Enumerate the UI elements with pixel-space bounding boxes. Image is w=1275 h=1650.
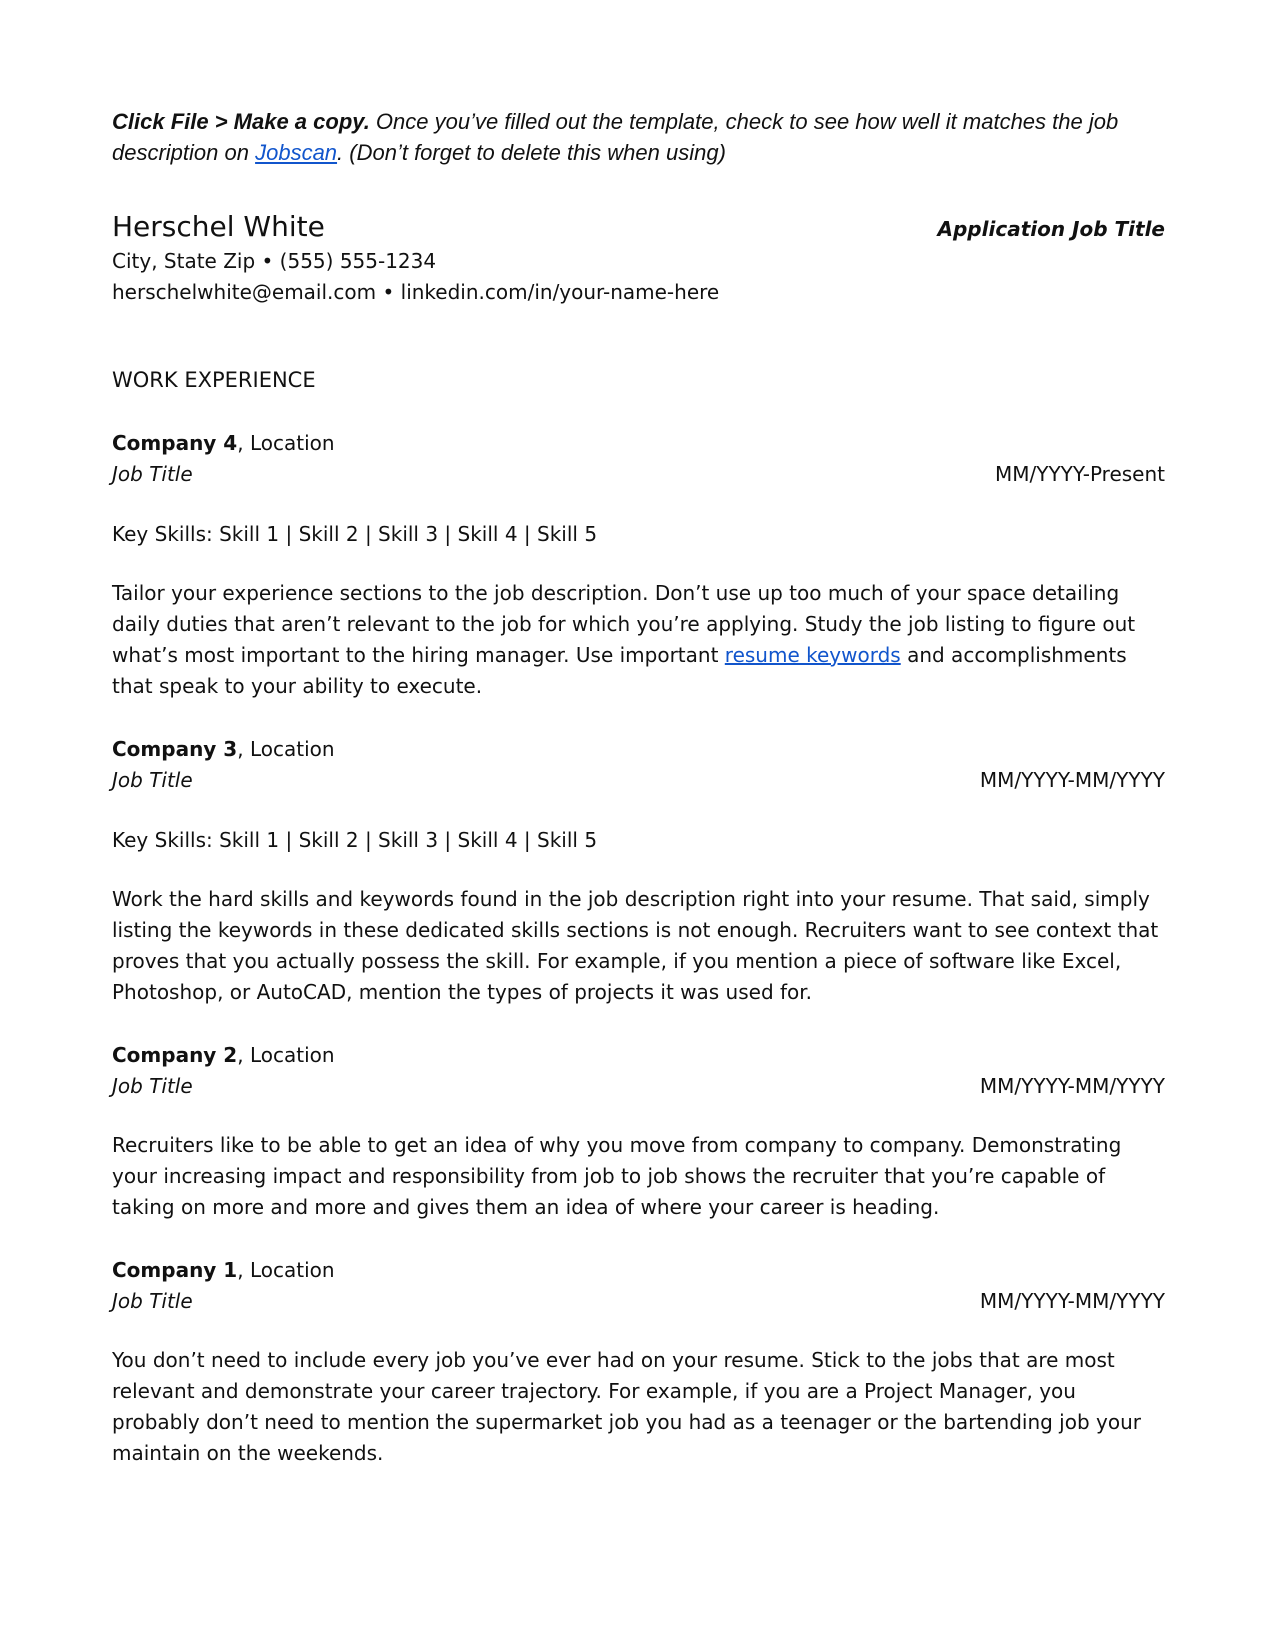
- company-name: Company 2: [112, 1043, 238, 1067]
- resume-page: [112, 106, 1165, 1469]
- job-entry: [112, 1255, 1165, 1469]
- job-dates: MM/YYYY-MM/YYYY: [979, 1074, 1165, 1098]
- job-description-text-end: and accomplishments that speak to your ability to execute.: [112, 643, 1127, 698]
- resume-header: [112, 208, 1165, 246]
- company-location: , Location: [237, 1258, 335, 1282]
- company-line: [112, 428, 1165, 459]
- job-description: Recruiters like to be able to get an idea of why you move from company to company. Demonstrating your increasing impact and responsibility from job to job shows the recruiter that you’re capable of taking on more and more and gives them an idea of where your career is heading.: [112, 1133, 1122, 1219]
- company-location: , Location: [237, 431, 335, 455]
- template-instructions: [112, 106, 1165, 168]
- company-line: [112, 1255, 1165, 1286]
- instructions-text: Once you’ve filled out the template, check to see how well it matches the job description on: [112, 109, 1119, 165]
- instructions-text-end: . (Don’t forget to delete this when using): [337, 140, 726, 165]
- contact-location-phone: City, State Zip • (555) 555-1234: [112, 249, 437, 273]
- company-line: [112, 734, 1165, 765]
- job-entry: [112, 1040, 1165, 1223]
- job-dates: MM/YYYY-MM/YYYY: [979, 768, 1165, 792]
- job-title: Job Title: [112, 462, 193, 486]
- company-name: Company 4: [112, 431, 238, 455]
- job-title-row: [112, 1286, 1165, 1317]
- job-description: [112, 578, 1165, 702]
- work-experience-heading: WORK EXPERIENCE: [112, 368, 316, 392]
- job-title-row: [112, 1071, 1165, 1102]
- company-name: Company 1: [112, 1258, 238, 1282]
- key-skills: Key Skills: Skill 1 | Skill 2 | Skill 3 | Skill 4 | Skill 5: [112, 522, 598, 546]
- jobscan-link[interactable]: Jobscan: [255, 140, 338, 165]
- job-description: Work the hard skills and keywords found in the job description right into your resume. That said, simply listing the keywords in these dedicated skills sections is not enough. Recruiters want to see context that proves that you actually possess the skill. For example, if you mention a piece of software like Excel, Photoshop, or AutoCAD, mention the types of projects it was used for.: [112, 887, 1159, 1004]
- job-entry: [112, 428, 1165, 702]
- key-skills: Key Skills: Skill 1 | Skill 2 | Skill 3 | Skill 4 | Skill 5: [112, 828, 598, 852]
- candidate-name: Herschel White: [112, 210, 325, 243]
- job-dates: MM/YYYY-MM/YYYY: [979, 1289, 1165, 1313]
- resume-body: [112, 208, 1165, 1469]
- job-title-row: [112, 765, 1165, 796]
- company-location: , Location: [237, 737, 335, 761]
- job-entry: [112, 734, 1165, 1008]
- job-title: Job Title: [112, 1074, 193, 1098]
- job-description: You don’t need to include every job you’ve ever had on your resume. Stick to the jobs that are most relevant and demonstrate your career trajectory. For example, if you are a Project Manager, you probably don’t need to mention the supermarket job you had as a teenager or the bartending job your maintain on the weekends.: [112, 1348, 1141, 1465]
- job-dates: MM/YYYY-Present: [995, 462, 1165, 486]
- resume-keywords-link[interactable]: resume keywords: [724, 643, 901, 667]
- company-location: , Location: [237, 1043, 335, 1067]
- application-job-title: Application Job Title: [937, 217, 1165, 241]
- instructions-bold: Click File > Make a copy.: [112, 109, 370, 134]
- job-title: Job Title: [112, 768, 193, 792]
- job-title: Job Title: [112, 1289, 193, 1313]
- company-line: [112, 1040, 1165, 1071]
- company-name: Company 3: [112, 737, 238, 761]
- job-title-row: [112, 459, 1165, 490]
- contact-email-linkedin: herschelwhite@email.com • linkedin.com/in/your-name-here: [112, 280, 720, 304]
- job-description-text: Tailor your experience sections to the job description. Don’t use up too much of your space detailing daily duties that aren’t relevant to the job for which you’re applying. Study the job listing to figure out what’s most important to the hiring manager. Use important: [112, 581, 1136, 667]
